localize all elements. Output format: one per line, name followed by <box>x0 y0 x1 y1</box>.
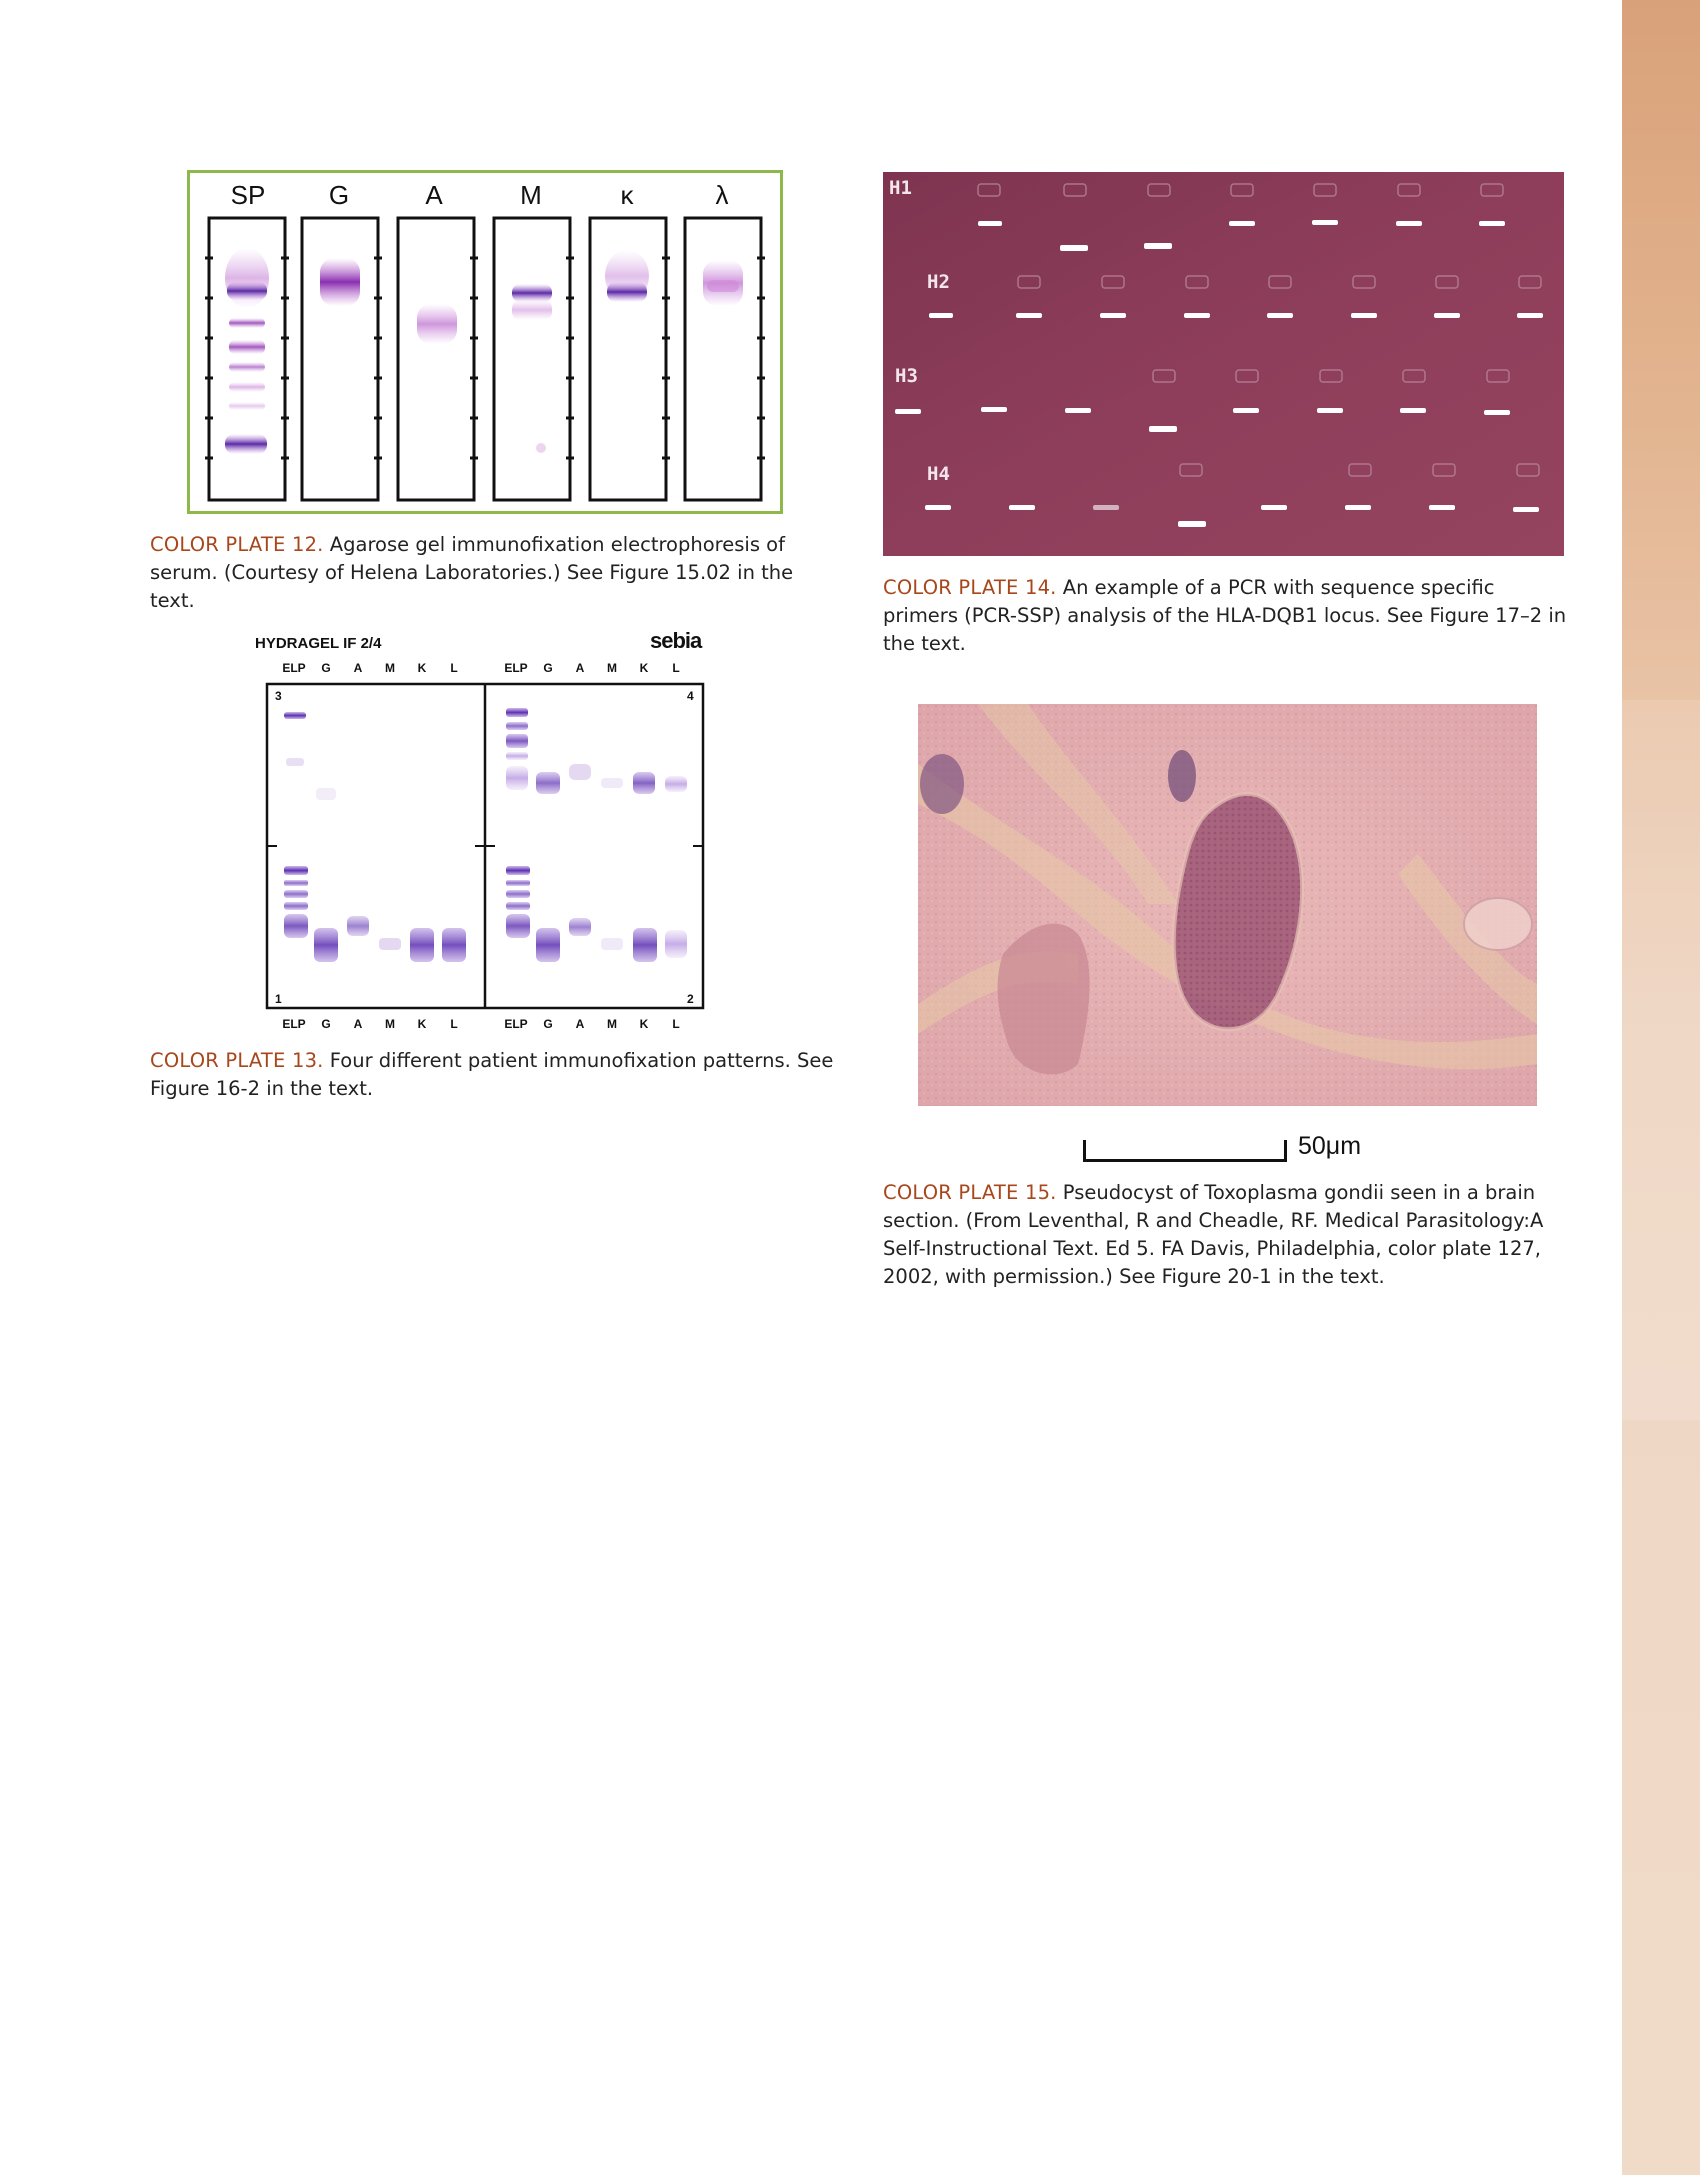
plate15-caption-label: COLOR PLATE 15. <box>883 1181 1057 1204</box>
plate13-top-label-l-r: L <box>672 661 680 675</box>
plate13-bottom-label-l-r: L <box>672 1017 680 1031</box>
plate13-bottom-label-l-l: L <box>450 1017 458 1031</box>
plate15-scale-line <box>1083 1140 1287 1162</box>
plate15-micrograph-image <box>918 704 1537 1106</box>
plate14-caption-text: An example of a PCR with sequence specific primers (PCR-SSP) analysis of the HLA-DQB1 locus. See Figure 17–2 in the text. <box>883 576 1567 655</box>
plate13-caption-text: Four different patient immunofixation patterns. See Figure 16-2 in the text. <box>150 1049 834 1100</box>
plate13-bottom-label-elp-r: ELP <box>504 1017 528 1031</box>
plate14-pcr-gel-image <box>883 172 1564 556</box>
plate13-bottom-label-m-l: M <box>385 1017 395 1031</box>
plate12-caption-text: Agarose gel immunofixation electrophoresis of serum. (Courtesy of Helena Laboratories.) See Figure 15.02 in the text. <box>150 533 794 612</box>
plate12-gel-image <box>187 170 783 514</box>
plate12-lane-label-lambda: λ <box>715 180 729 210</box>
plate13-top-label-g-l: G <box>321 661 331 675</box>
plate14-row-label-h4: H4 <box>927 463 950 485</box>
plate15-caption-text: Pseudocyst of Toxoplasma gondii seen in a brain section. (From Leventhal, R and Cheadle, RF. Medical Parasitology:A Self-Instructional Text. Ed 5. FA Davis, Philadelphia, color plate 127, 2002, with permission.) See Figure 20-1 in the text. <box>883 1181 1544 1288</box>
plate15-scale-bar <box>1083 1132 1503 1166</box>
plate13-bottom-label-g-l: G <box>321 1017 331 1031</box>
plate12-lane-label-sp: SP <box>230 180 266 210</box>
plate13-quadrant-number-2: 2 <box>687 992 694 1006</box>
plate13-bottom-label-g-r: G <box>543 1017 553 1031</box>
plate12-lane-label-g: G <box>328 180 350 210</box>
plate13-top-label-g-r: G <box>543 661 553 675</box>
plate13-header-left: HYDRAGEL IF 2/4 <box>255 635 382 652</box>
plate13-figure <box>250 628 726 1036</box>
plate13-bottom-label-k-l: K <box>417 1017 427 1031</box>
page-side-band <box>1622 0 1700 2175</box>
plate14-figure <box>883 172 1564 556</box>
plate13-top-label-a-l: A <box>353 661 363 675</box>
plate13-bottom-label-k-r: K <box>639 1017 649 1031</box>
plate13-top-label-a-r: A <box>575 661 585 675</box>
plate13-bottom-label-a-l: A <box>353 1017 363 1031</box>
plate12-caption <box>150 531 830 615</box>
plate13-header-right: sebia <box>650 628 702 653</box>
plate13-bottom-label-a-r: A <box>575 1017 585 1031</box>
plate13-bottom-label-elp-l: ELP <box>282 1017 306 1031</box>
plate13-caption <box>150 1047 840 1103</box>
plate13-bottom-label-m-r: M <box>607 1017 617 1031</box>
plate13-top-label-m-r: M <box>607 661 617 675</box>
plate14-caption-label: COLOR PLATE 14. <box>883 576 1057 599</box>
plate15-caption <box>883 1179 1573 1291</box>
plate13-gel-image <box>250 628 726 1036</box>
plate15-figure <box>918 704 1537 1106</box>
plate12-lane-label-a: A <box>425 180 443 210</box>
plate15-scale-label: 50μm <box>1298 1132 1362 1160</box>
plate14-row-label-h1: H1 <box>889 177 912 199</box>
plate12-lane-label-m: M <box>520 180 542 210</box>
plate13-top-label-l-l: L <box>450 661 458 675</box>
plate12-caption-label: COLOR PLATE 12. <box>150 533 324 556</box>
plate13-quadrant-number-3: 3 <box>275 689 282 703</box>
plate12-lane-label-kappa: κ <box>620 180 634 210</box>
plate13-top-label-k-l: K <box>417 661 427 675</box>
plate14-caption <box>883 574 1573 658</box>
plate13-caption-label: COLOR PLATE 13. <box>150 1049 324 1072</box>
plate12-figure <box>187 170 783 514</box>
plate13-top-label-elp-r: ELP <box>504 661 528 675</box>
plate13-quadrant-number-1: 1 <box>275 992 282 1006</box>
plate13-top-label-elp-l: ELP <box>282 661 306 675</box>
plate13-top-label-k-r: K <box>639 661 649 675</box>
plate13-top-label-m-l: M <box>385 661 395 675</box>
plate14-row-label-h3: H3 <box>895 365 918 387</box>
plate13-quadrant-number-4: 4 <box>687 689 694 703</box>
plate14-row-label-h2: H2 <box>927 271 950 293</box>
